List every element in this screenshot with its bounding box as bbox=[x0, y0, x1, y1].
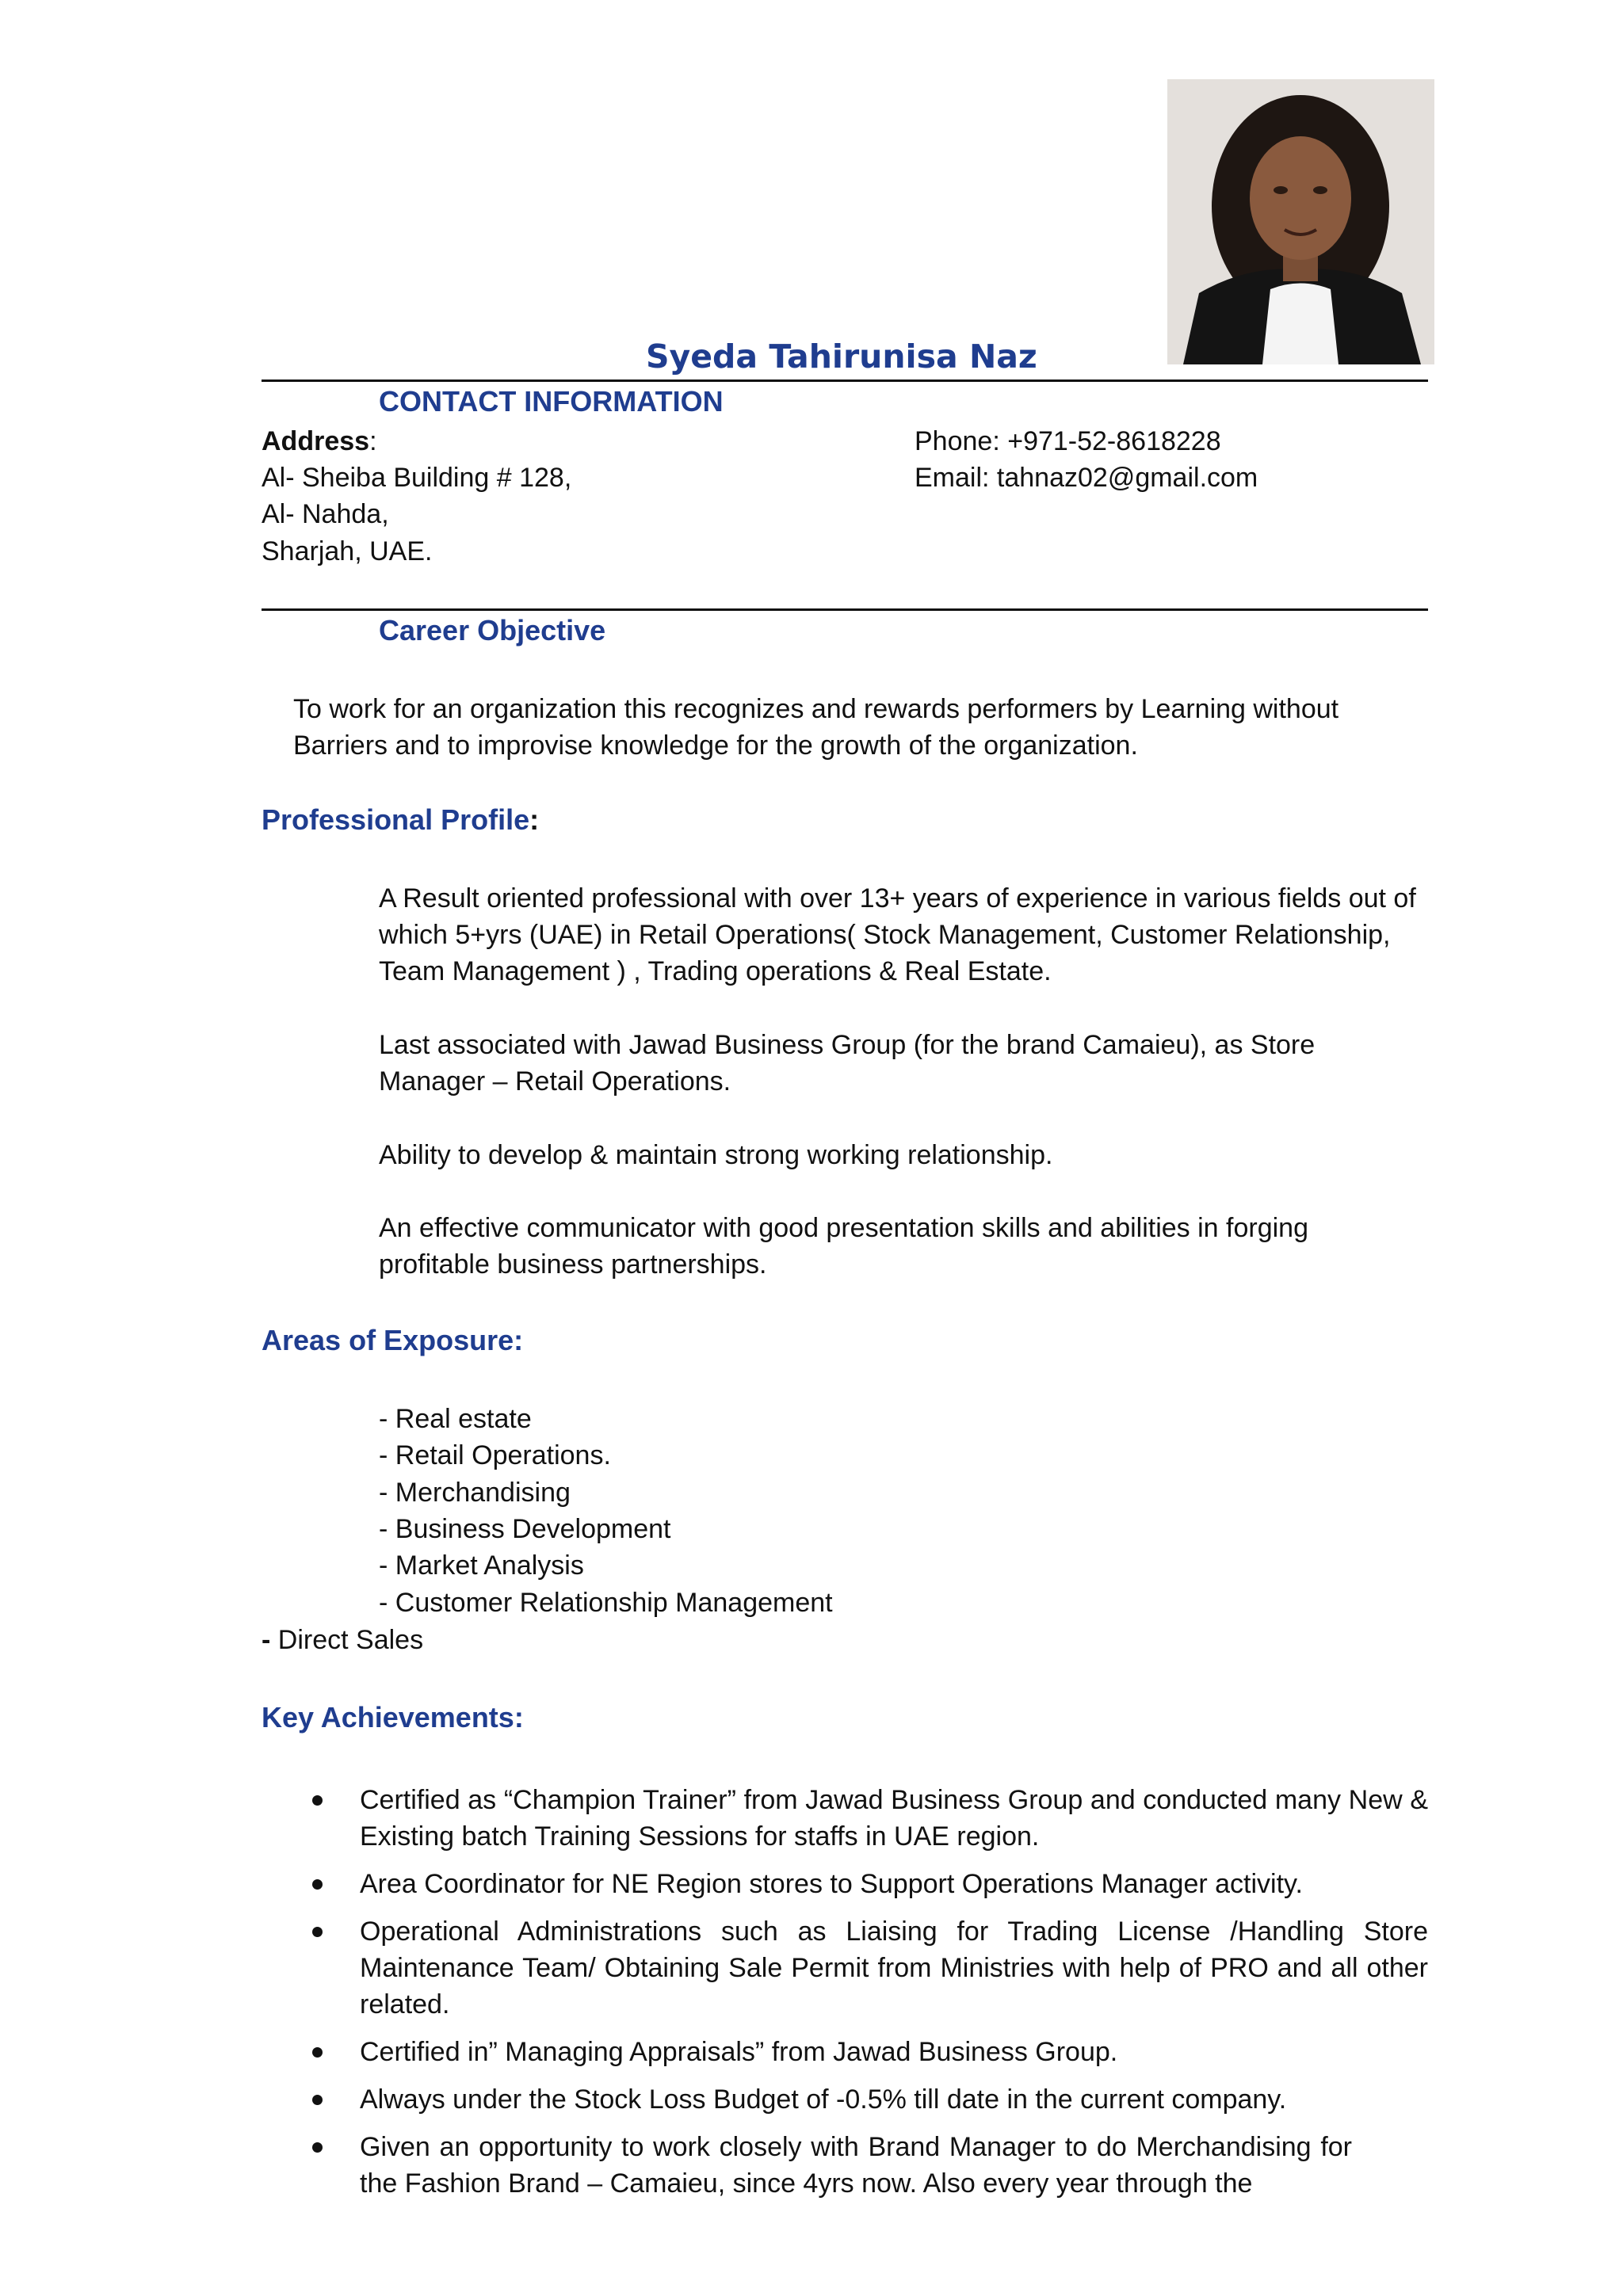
contact-divider bbox=[262, 608, 1428, 611]
achievement-item bbox=[309, 2081, 1428, 2118]
address-label: Address bbox=[262, 426, 370, 456]
exposure-item: - Real estate bbox=[379, 1404, 532, 1434]
career-objective-heading: Career Objective bbox=[379, 614, 606, 646]
career-objective-line-2: Barriers and to improvise knowledge for the growth of the organization. bbox=[293, 730, 1138, 761]
exposure-last-dash: - bbox=[262, 1625, 271, 1655]
key-achievements-heading: Key Achievements: bbox=[262, 1701, 524, 1733]
achievement-text: Operational Administrations such as Liaising for Trading License /Handling Store Maintenance Team/ Obtaining Sale Permit from Ministries with help of PRO and all other related. bbox=[360, 1917, 1428, 2019]
exposure-item: - Business Development bbox=[379, 1514, 671, 1544]
phone: Phone: +971-52-8618228 bbox=[915, 426, 1221, 456]
professional-profile-heading: Professional Profile bbox=[262, 803, 530, 836]
profile-paragraph-1: A Result oriented professional with over 13+ years of experience in various fields out of which 5+yrs (UAE) in Retail Operations( Stock Management, Customer Relationship, Team Management ) , Trading operations & Real Estate. bbox=[379, 883, 1416, 986]
professional-profile-heading-line bbox=[262, 803, 539, 837]
contact-heading: CONTACT INFORMATION bbox=[379, 385, 724, 418]
exposure-item-last bbox=[262, 1622, 423, 1658]
candidate-name: Syeda Tahirunisa Naz bbox=[646, 338, 1037, 376]
address-colon: : bbox=[369, 426, 377, 456]
bullet-icon bbox=[312, 1879, 323, 1890]
address-line-3: Sharjah, UAE. bbox=[262, 536, 433, 566]
career-objective-line-1: To work for an organization this recognizes and rewards performers by Learning without bbox=[293, 694, 1339, 724]
achievement-item bbox=[309, 2034, 1428, 2070]
exposure-item: - Market Analysis bbox=[379, 1550, 584, 1581]
address-line-2: Al- Nahda, bbox=[262, 499, 389, 529]
achievement-item bbox=[309, 1913, 1428, 2023]
exposure-item: - Customer Relationship Management bbox=[379, 1588, 833, 1618]
profile-paragraph-2: Last associated with Jawad Business Group (for the brand Camaieu), as Store Manager – Retail Operations. bbox=[379, 1030, 1316, 1097]
achievement-text: Certified as “Champion Trainer” from Jawad Business Group and conducted many New & Existing batch Training Sessions for staffs in UAE region. bbox=[360, 1785, 1428, 1852]
achievement-item bbox=[309, 1782, 1428, 1855]
key-achievements-list bbox=[309, 1782, 1428, 2202]
address-line-1: Al- Sheiba Building # 128, bbox=[262, 463, 572, 493]
bullet-icon bbox=[312, 2142, 323, 2153]
bullet-icon bbox=[312, 1795, 323, 1806]
achievement-item bbox=[309, 1866, 1428, 1902]
profile-paragraph-3: Ability to develop & maintain strong working relationship. bbox=[379, 1140, 1053, 1170]
email: Email: tahnaz02@gmail.com bbox=[915, 463, 1258, 493]
exposure-item: - Retail Operations. bbox=[379, 1440, 611, 1470]
exposure-item: - Merchandising bbox=[379, 1478, 571, 1508]
bullet-icon bbox=[312, 2095, 323, 2105]
name-divider bbox=[262, 379, 1428, 382]
bullet-icon bbox=[312, 2047, 323, 2058]
exposure-last-label: Direct Sales bbox=[277, 1625, 424, 1655]
achievement-text: Certified in” Managing Appraisals” from Jawad Business Group. bbox=[360, 2037, 1118, 2067]
achievement-text: Given an opportunity to work closely with Brand Manager to do Merchandising for the Fashion Brand – Camaieu, since 4yrs now. Also every year through the bbox=[360, 2132, 1352, 2199]
bullet-icon bbox=[312, 1927, 323, 1937]
achievement-item bbox=[309, 2129, 1352, 2202]
areas-of-exposure-heading: Areas of Exposure: bbox=[262, 1324, 524, 1356]
achievement-text: Always under the Stock Loss Budget of -0.5% till date in the current company. bbox=[360, 2084, 1287, 2115]
profile-photo bbox=[1167, 79, 1434, 364]
profile-paragraph-4: An effective communicator with good presentation skills and abilities in forging profitable business partnerships. bbox=[379, 1213, 1308, 1280]
address-label-line bbox=[262, 423, 377, 460]
achievement-text: Area Coordinator for NE Region stores to Support Operations Manager activity. bbox=[360, 1869, 1303, 1899]
professional-profile-colon: : bbox=[529, 803, 540, 836]
